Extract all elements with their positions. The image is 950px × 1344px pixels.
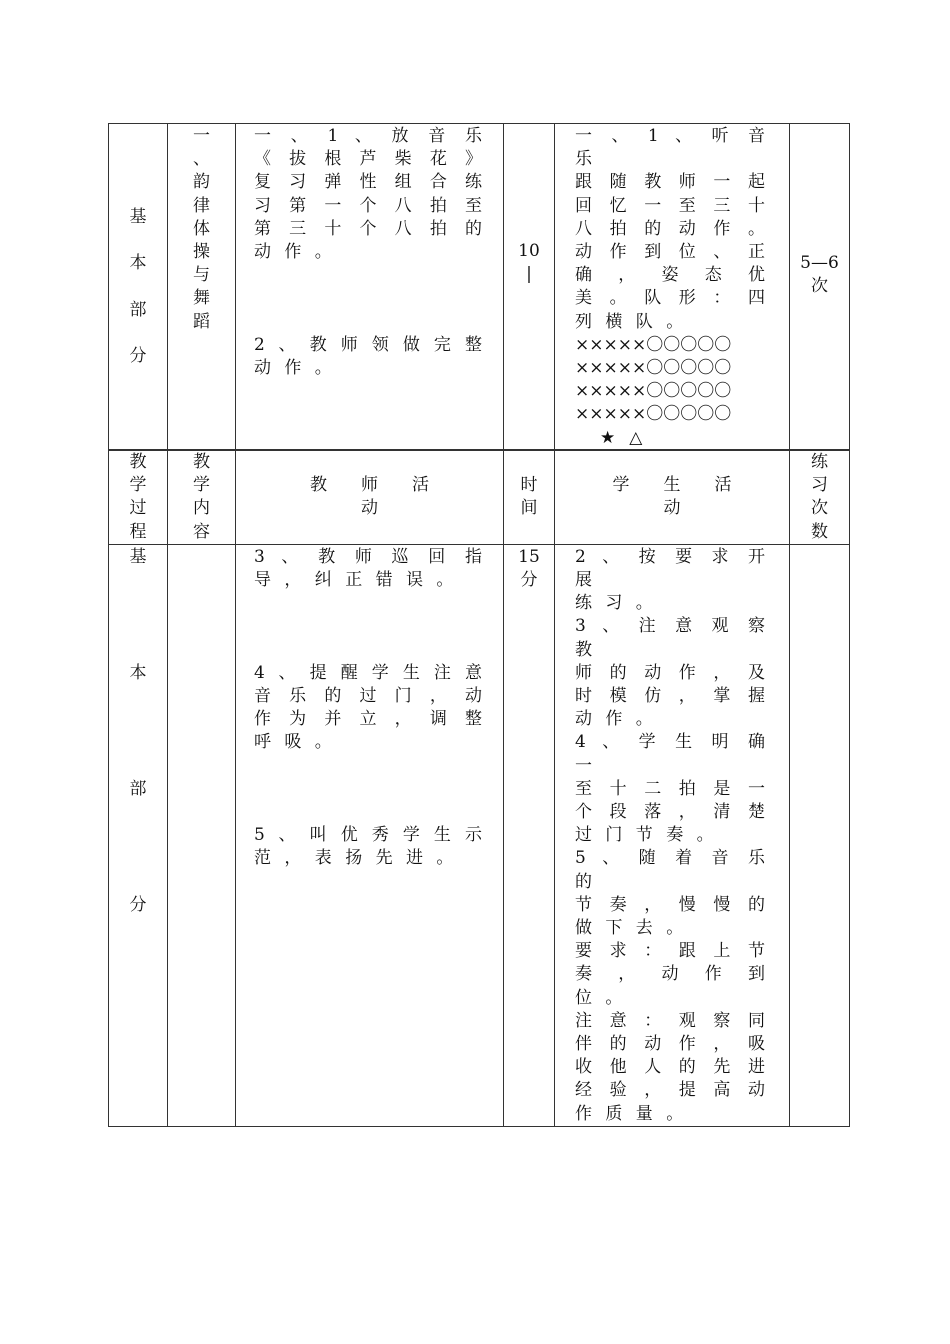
teacher-text-line: 复 习 弹 性 组 合 练 [254, 172, 486, 193]
student-text-line: 师 的 动 作 ， 及 [575, 662, 769, 683]
section-char: 本 [129, 253, 147, 274]
student-text-line: 回 忆 一 至 三 十 [575, 195, 769, 216]
teacher-activity-cell [236, 124, 504, 451]
teacher-text-line: 一 、 1 、 放 音 乐 [254, 126, 486, 146]
section-char: 本 [129, 662, 147, 683]
header-line: 教 师 活 [310, 475, 429, 495]
student-text-line: 美 。 队 形 ： 四 [575, 288, 769, 309]
teacher-text-line: 5 、 叫 优 秀 学 生 示 [254, 825, 486, 846]
student-text-line: 动 作 。 [575, 709, 657, 730]
section-char: 基 [129, 206, 147, 227]
content-char: 一 [193, 126, 210, 146]
student-activity-cell [555, 544, 790, 1126]
time-cell [504, 124, 555, 451]
teacher-activity-cell [236, 544, 504, 1126]
student-text-line: 过 门 节 奏 。 [575, 825, 718, 846]
student-text-line: 位 。 [575, 987, 627, 1008]
student-text-line: 要 求 ： 跟 上 节 [575, 941, 769, 962]
header-student-activity [555, 450, 790, 545]
content-cell-empty [168, 544, 236, 1126]
header-char: 学 [129, 475, 147, 496]
header-char: 过 [129, 498, 147, 519]
content-char: 操 [193, 242, 210, 263]
header-line: 动 [361, 498, 378, 519]
student-text-line: 2 、 按 要 求 开 展 [575, 546, 769, 591]
student-activity-cell [555, 124, 790, 451]
teacher-text-line: 第 三 十 个 八 拍 的 [254, 218, 486, 239]
student-text-line: 经 验 ， 提 高 动 [575, 1080, 769, 1101]
student-text-line: 5 、 随 着 音 乐 的 [575, 848, 769, 892]
header-practice-count [790, 450, 850, 545]
section-char: 基 [129, 546, 147, 567]
header-char: 数 [811, 521, 828, 542]
formation-row: ×××××〇〇〇〇〇 [575, 381, 732, 402]
header-content [168, 450, 236, 545]
formation-row: ×××××〇〇〇〇〇 [575, 334, 732, 355]
student-text-line: 3 、 注 意 观 察 教 [575, 616, 769, 660]
student-text-line: 跟 随 教 师 一 起 [575, 172, 769, 193]
student-text-line: 八 拍 的 动 作 。 [575, 218, 769, 239]
time-mark: | [526, 264, 532, 285]
header-char: 程 [129, 521, 147, 542]
lesson-table-part1 [108, 123, 850, 451]
header-process [109, 450, 168, 545]
student-text-line: 时 模 仿 ， 掌 握 [575, 686, 769, 707]
header-char: 内 [193, 498, 210, 519]
teacher-text-line: 动 作 。 [254, 358, 336, 379]
formation-row: ×××××〇〇〇〇〇 [575, 358, 732, 379]
content-char: 与 [193, 265, 210, 286]
section-char: 部 [129, 778, 147, 799]
practice-count-cell [790, 124, 850, 451]
content-char: 、 [193, 149, 210, 170]
student-text-line: 奏 ， 动 作 到 [575, 964, 769, 985]
count-value: 5—6 [800, 253, 839, 273]
header-char: 学 [193, 475, 210, 496]
student-text-line: 个 段 落 ， 清 楚 [575, 802, 769, 823]
teacher-text-line: 习 第 一 个 八 拍 至 [254, 195, 486, 216]
student-text-line: 一 、 1 、 听 音 乐 [575, 126, 769, 170]
time-unit: 分 [520, 570, 538, 591]
header-char: 教 [129, 452, 147, 472]
teacher-text-line: 3 、 教 师 巡 回 指 [254, 546, 486, 567]
teacher-text-line: 《 拔 根 芦 柴 花 》 [254, 149, 486, 170]
teacher-text-line: 作 为 并 立 ， 调 整 [254, 709, 486, 730]
header-line: 学 生 活 [612, 475, 732, 495]
section-cell [109, 544, 168, 1126]
student-text-line: 动 作 到 位 、 正 [575, 242, 769, 263]
section-char: 分 [129, 894, 147, 915]
time-value: 10 [518, 241, 540, 261]
student-text-line: 节 奏 ， 慢 慢 的 [575, 894, 769, 915]
student-text-line: 确 ， 姿 态 优 [575, 265, 769, 286]
header-char: 间 [520, 498, 538, 519]
teacher-text-line: 动 作 。 [254, 242, 336, 263]
student-text-line: 注 意 ： 观 察 同 [575, 1010, 769, 1031]
formation-row: ×××××〇〇〇〇〇 [575, 404, 732, 425]
header-char: 容 [193, 521, 210, 542]
student-text-line: 练 习 。 [575, 593, 657, 614]
student-text-line: 列 横 队 。 [575, 311, 688, 332]
teacher-text-line: 4 、 提 醒 学 生 注 意 [254, 662, 486, 683]
teacher-position-symbols: ★△ [600, 427, 657, 448]
content-char: 蹈 [193, 311, 210, 332]
header-char: 次 [811, 498, 828, 519]
student-text-line: 伴 的 动 作 ， 吸 [575, 1034, 769, 1055]
section-char: 分 [129, 345, 147, 366]
teacher-text-line: 呼 吸 。 [254, 732, 336, 753]
section-char: 部 [129, 299, 147, 320]
formation-diagram [575, 334, 769, 450]
content-char: 舞 [193, 288, 210, 309]
student-text-line: 作 质 量 。 [575, 1103, 688, 1124]
count-unit: 次 [811, 276, 828, 297]
header-line: 动 [663, 498, 681, 519]
header-char: 教 [193, 452, 210, 472]
student-text-line: 4 、 学 生 明 确 一 [575, 732, 769, 776]
header-teacher-activity [236, 450, 504, 545]
student-text-line: 做 下 去 。 [575, 918, 688, 939]
time-value: 15 [518, 546, 540, 567]
header-char: 练 [811, 452, 828, 472]
header-char: 习 [811, 475, 828, 496]
student-text-line: 收 他 人 的 先 进 [575, 1057, 769, 1078]
time-cell [504, 544, 555, 1126]
student-text-line: 至 十 二 拍 是 一 [575, 778, 769, 799]
practice-count-cell-empty [790, 544, 850, 1126]
header-char: 时 [520, 475, 538, 495]
content-char: 律 [193, 195, 210, 216]
teacher-text-line: 导 ， 纠 正 错 误 。 [254, 570, 458, 591]
teacher-text-line: 范 ， 表 扬 先 进 。 [254, 848, 458, 869]
content-char: 体 [193, 218, 210, 239]
content-char: 韵 [193, 172, 210, 193]
header-time [504, 450, 555, 545]
teacher-text-line: 音 乐 的 过 门 ， 动 [254, 686, 486, 707]
teacher-text-line: 2 、 教 师 领 做 完 整 [254, 334, 486, 355]
content-cell [168, 124, 236, 451]
section-cell [109, 124, 168, 451]
lesson-table-part2 [108, 449, 850, 1127]
